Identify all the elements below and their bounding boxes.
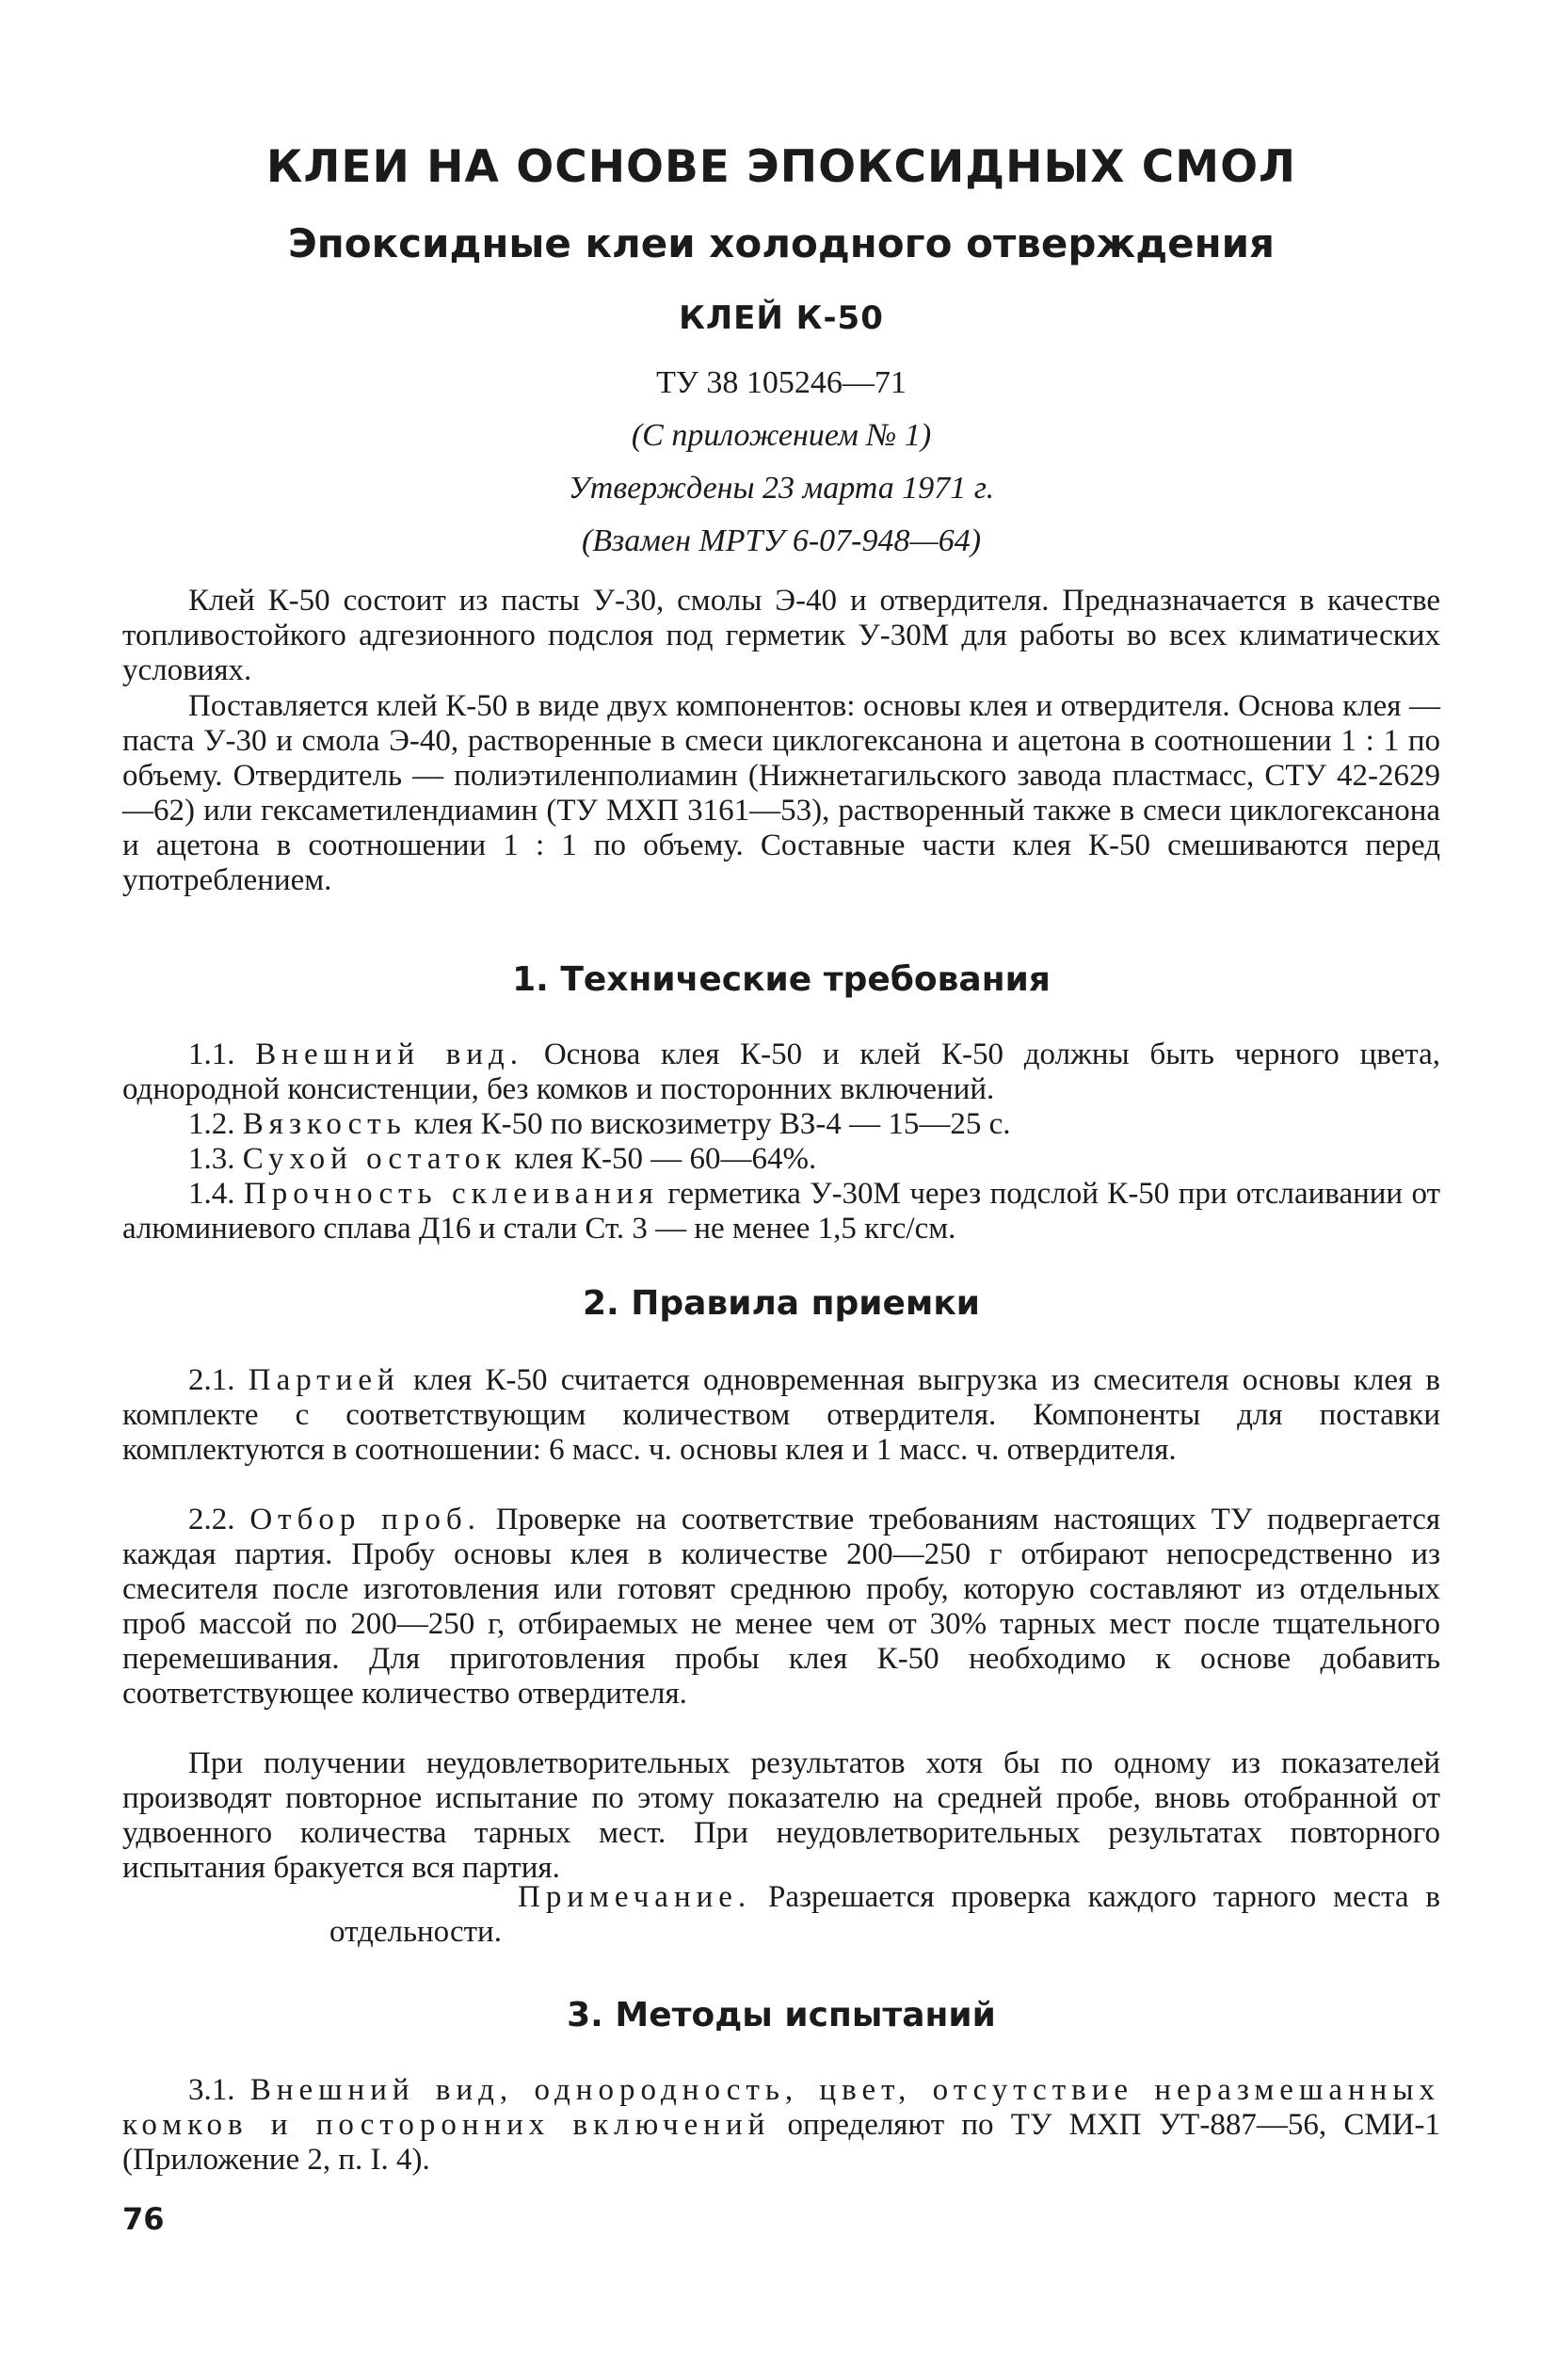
product-name: КЛЕЙ К-50 [679,299,884,337]
item-3-1-text: определяют по ТУ МХП УТ-887—56, СМИ-1 (Приложение 2, п. I. 4). [122,2108,1441,2177]
item-1-1-text: Основа клея К-50 и клей К-50 должны быть черного цвета, однородной консистенции, без комков и посторонних включений. [122,1037,1440,1106]
item-3-1-number: 3.1. [188,2073,235,2107]
document-subtitle: Эпоксидные клеи холодного отверждения [287,220,1276,266]
item-1-4-term: Прочность склеивания [243,1177,659,1211]
item-2-2-number: 2.2. [188,1503,235,1536]
section-3-title: 3. Методы испытаний [567,1996,996,2034]
item-1-2-term: Вязкость [242,1107,407,1141]
item-2-2-term: Отбор проб. [249,1503,481,1536]
item-1-3-text: клея К-50 — 60—64%. [514,1142,817,1176]
document-title: КЛЕИ НА ОСНОВЕ ЭПОКСИДНЫХ СМОЛ [265,141,1297,193]
standard-number: ТУ 38 105246—71 [656,365,907,400]
approval-date: Утверждены 23 марта 1971 г. [568,471,995,506]
section-1-title: 1. Технические требования [512,960,1051,999]
item-1-3-number: 1.3. [188,1142,235,1176]
item-3-1-term: Внешний вид, однородность, цвет, отсутствие неразмешанных комков и посторонних включений [122,2073,1440,2142]
item-1-2-number: 1.2. [188,1107,235,1141]
item-2-1-number: 2.1. [188,1363,235,1397]
replaces-note: (Взамен МРТУ 6-07-948—64) [581,523,982,558]
item-2-1-term: Партией [248,1363,400,1397]
item-2-2 [122,1503,1440,1712]
item-3-1 [122,2073,1440,2178]
item-1-2-text: клея К-50 по вискозиметру ВЗ-4 — 15—25 с. [414,1107,1011,1141]
note-term: Примечание. [518,1880,752,1914]
item-2-1-text: клея К-50 считается одновременная выгрузка из смесителя основы клея в комплекте с соответствующим количеством отвердителя. Компоненты для поставки комплектуются в соотношении: 6 масс. ч. основы клея и 1 масс. ч. отвердителя. [122,1363,1440,1467]
appendix-note: (С приложением № 1) [631,418,932,453]
item-1-1-term: Внешний вид. [255,1037,524,1071]
item-1-1 [122,1037,1440,1107]
item-1-4-number: 1.4. [188,1177,235,1211]
item-1-3-term: Сухой остаток [242,1142,507,1176]
item-1-4 [122,1177,1440,1246]
item-1-1-number: 1.1. [188,1037,235,1071]
item-1-2 [122,1107,1440,1142]
item-1-4-text: герметика У-30М через подслой К-50 при отслаивании от алюминиевого сплава Д16 и стали Ст. 3 — не менее 1,5 кгс/см. [122,1177,1441,1246]
intro-paragraph-2: Поставляется клей К-50 в виде двух компонентов: основы клея и отвердителя. Основа клея — паста У-30 и смола Э-40, растворенные в смеси циклогексанона и ацетона в соотношении 1 : 1 по объему. Отвердитель — полиэтиленполиамин (Нижнетагильского завода пластмасс, СТУ 42-2629—62) или гексаметилендиамин (ТУ МХП 3161—53), растворенный также в смеси циклогексанона и ацетона в соотношении 1 : 1 по объему. Составные части клея К-50 смешиваются перед употреблением. [122,689,1440,897]
item-1-3 [122,1142,1440,1177]
page-number: 76 [122,2201,165,2237]
section-2-title: 2. Правила приемки [582,1284,980,1323]
intro-paragraph-1: Клей К-50 состоит из пасты У-30, смолы Э-40 и отвердителя. Предназначается в качестве топливостойкого адгезионного подслоя под герметик У-30М для работы во всех климатических условиях. [122,584,1440,687]
item-2-2-paragraph: При получении неудовлетворительных результатов хотя бы по одному из показателей производят повторное испытание по этому показателю на средней пробе, вновь отобранной от удвоенного количества тарных мест. При неудовлетворительных результатах повторного испытания бракуется вся партия. [122,1746,1440,1885]
item-2-1 [122,1363,1440,1468]
note-text: Разрешается проверка каждого тарного места в отдельности. [329,1880,1441,1949]
note [122,1880,1440,1950]
item-2-2-text: Проверке на соответствие требованиям настоящих ТУ подвергается каждая партия. Пробу основы клея в количестве 200—250 г отбирают непосредственно из смесителя после изготовления или готовят среднюю пробу, которую составляют из отдельных проб массой по 200—250 г, отбираемых не менее чем от 30% тарных мест после тщательного перемешивания. Для приготовления пробы клея К-50 необходимо к основе добавить соответствующее количество отвердителя. [122,1503,1441,1711]
